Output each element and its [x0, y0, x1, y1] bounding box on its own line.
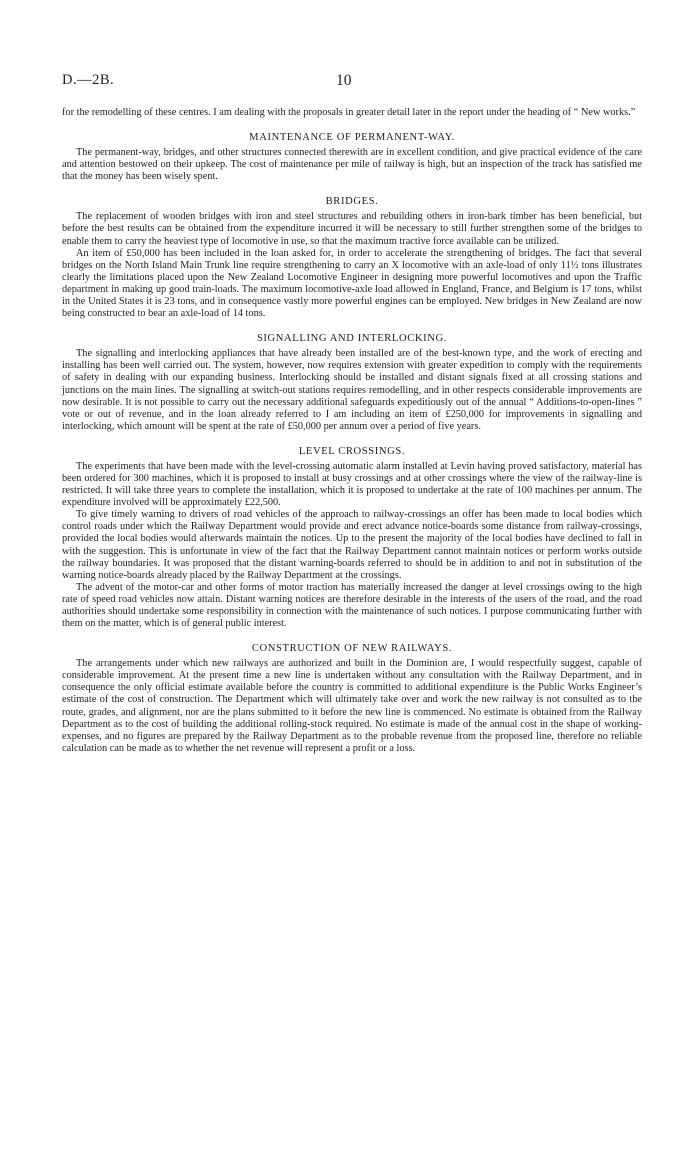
section-level-crossings [62, 445, 642, 630]
section-heading: MAINTENANCE OF PERMANENT-WAY. [249, 132, 455, 144]
section-heading: BRIDGES. [325, 196, 379, 208]
paragraph: The permanent-way, bridges, and other structures connected therewith are in excellent condition, and give practical evidence of the care and attention bestowed on their upkeep. The cost of maintenance per mile of railway is high, but an inspection of the track has satisfied me that the money has been wisely spent. [62, 147, 642, 183]
paragraph: The advent of the motor-car and other forms of motor traction has materially increased the danger at level crossings owing to the high rate of speed road vehicles now attain. Distant warning notices are therefore desirable in the interests of the users of the road, and the road authorities should undertake some responsibility in connection with the maintenance of such notices. I purpose communicating further with them on the matter, which is of general public interest. [62, 581, 642, 630]
intro-paragraph: for the remodelling of these centres. I am dealing with the proposals in greater detail later in the report under the heading of “ New works.” [62, 107, 636, 118]
section-heading: SIGNALLING AND INTERLOCKING. [256, 333, 448, 345]
page-header [62, 72, 642, 92]
section-heading: CONSTRUCTION OF NEW RAILWAYS. [251, 643, 453, 655]
section-maintenance [62, 131, 642, 183]
paragraph: The signalling and interlocking appliances that have already been installed are of the best-known type, and the work of erecting and installing has been well carried out. The system, however, now requires extension with greater expedition to comply with the requirements of safety in dealing with our expanding business. Interlocking should be installed and distant signals fixed at all crossing stations and junctions on the main lines. The signalling at switch-out stations requires remodelling, and in other respects considerable improvements are now desirable. It is not possible to carry out the necessary additional safeguards expeditiously out of the annual “ Additions-to-open-lines ” vote or out of revenue, and in the loan already referred to I am including an item of £250,000 for improvements in signalling and interlocking, which amount will be spent at the rate of £50,000 per annum over a period of five years. [62, 348, 642, 432]
paragraph: The replacement of wooden bridges with iron and steel structures and rebuilding others in iron-bark timber has been beneficial, but before the best results can be obtained from the expenditure incurred it will be necessary to still further strengthen some of the bridges to enable them to carry the heaviest type of locomotive in use, so that the maximum tractive force available can be utilized. [62, 211, 642, 247]
paragraph: The experiments that have been made with the level-crossing automatic alarm installed at Levin having proved satisfactory, material has been ordered for 300 machines, which it is proposed to install at busy crossings and at other crossings where the view of the railway-line is restricted. It will take three years to complete the installation, which it is proposed to undertake at the rate of 100 machines per annum. The expenditure involved will be approximately £22,500. [62, 460, 642, 509]
section-signalling [62, 332, 642, 433]
section-heading: LEVEL CROSSINGS. [298, 445, 406, 457]
paragraph: An item of £50,000 has been included in the loan asked for, in order to accelerate the strengthening of bridges. The fact that several bridges on the North Island Main Trunk line require strengthening to carry an X locomotive with an axle-load of only 11½ tons illustrates clearly the limitations placed upon the New Zealand Locomotive Engineer in designing more powerful locomotives and upon the Traffic department in making up good train-loads. The maximum locomotive-axle load allowed in England, France, and Belgium is 17 tons, whilst in the United States it is 23 tons, and in consequence vastly more powerful engines can be employed. New bridges in New Zealand are now being constructed to bear an axle-load of 14 tons. [62, 247, 642, 320]
section-bridges [62, 195, 642, 320]
section-new-railways [62, 642, 642, 755]
document-reference: D.—2B. [62, 72, 115, 88]
document-body [62, 107, 642, 755]
paragraph: The arrangements under which new railways are authorized and built in the Dominion are, I would respectfully suggest, capable of considerable improvement. At the present time a new line is undertaken without any consultation with the Railway Department, and in consequence the only official estimate available before the country is committed to additional expenditure is the Public Works Engineer’s estimate of the cost of construction. The Department which will ultimately take over and work the new railway is not consulted as to the route, grades, and alignment, nor are the plans submitted to it before the new line is commenced. No estimate is obtained from the Railway Department as to the cost of building the additional rolling-stock required. No estimate is made of the annual cost in the shape of working-expenses, and no figures are prepared by the Railway Department as to the probable revenue from the proposed line, therefore no reliable calculation can be made as to whether the net revenue will represent a profit or a loss. [62, 658, 642, 754]
paragraph: To give timely warning to drivers of road vehicles of the approach to railway-crossings an offer has been made to local bodies which control roads under which the Railway Department would provide and erect advance notice-boards some distance from railway-crossings, provided the local bodies would afterwards maintain the notices. Up to the present the majority of the local bodies have declined to fall in with the suggestion. This is unfortunate in view of the fact that the Railway Department cannot maintain notices or perform works outside the railway boundaries. It was proposed that the distant warning-boards referred to should be in addition to and not in substitution of the warning notice-boards already placed by the Railway Department at the crossings. [62, 509, 642, 581]
page-number: 10 [336, 72, 352, 89]
